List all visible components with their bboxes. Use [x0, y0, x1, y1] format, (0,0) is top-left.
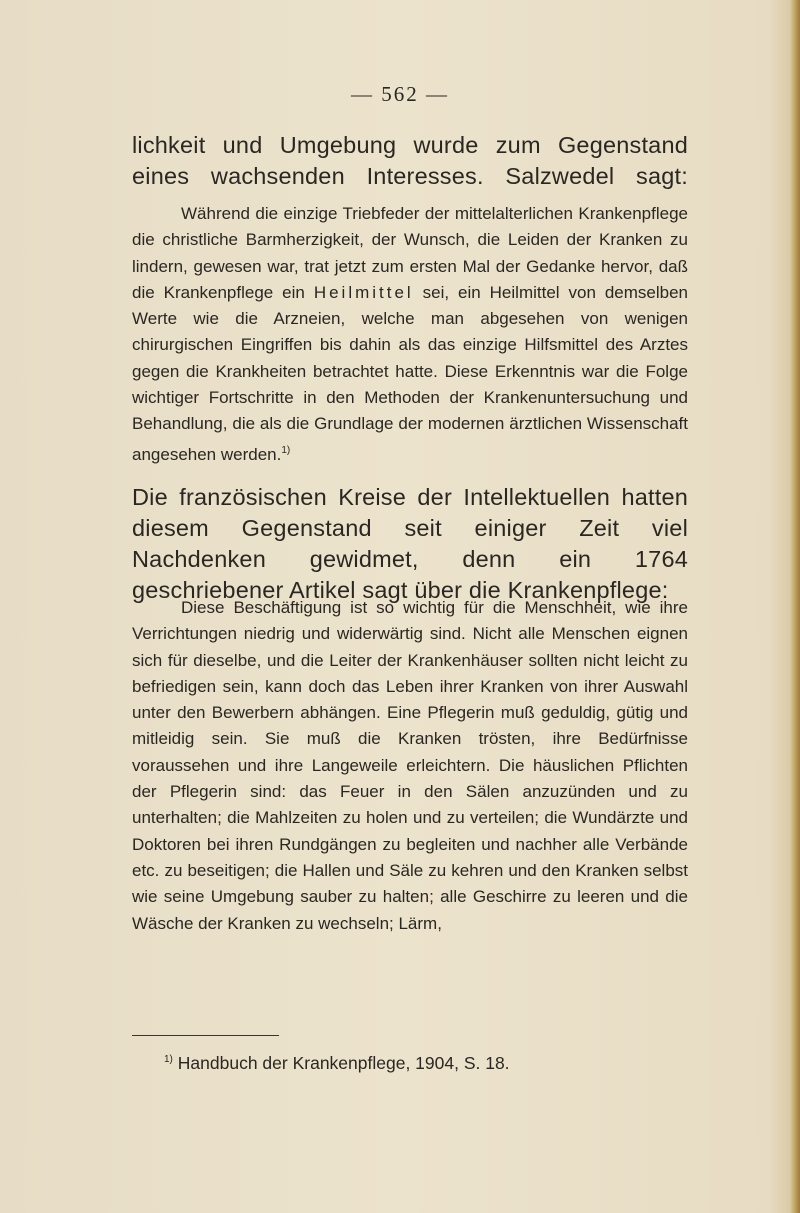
quote-1-text — [132, 201, 688, 468]
intro-paragraph: lichkeit und Umgebung wurde zum Gegenstand eines wachsenden Interesses. Salzwedel sagt: — [132, 132, 688, 189]
page-number: — 562 — — [351, 82, 449, 106]
quote-1-part-b: sei, ein Heilmittel von demselben Werte wie die Arzneien, welche man abgesehen von wenigen chirurgischen Eingriffen bis dahin als das einzige Hilfsmittel des Arztes gegen die Krankheiten betrachtet hatte. Diese Erkenntnis war die Folge wichtiger Fortschritte in den Methoden der Krankenuntersuchung und Behandlung, die als die Grundlage der modernen ärztlichen Wissenschaft angesehen werden. — [132, 282, 688, 464]
footnote-separator — [132, 1035, 279, 1036]
emphasized-word: Heilmittel — [313, 282, 414, 302]
quote-1-part-a: Während die einzige Triebfeder der mittelalterlichen Krankenpflege die christliche Barmherzigkeit, der Wunsch, die Leiden der Kranken zu lindern, gewesen war, trat jetzt zum ersten Mal der Gedanke hervor, daß die Krankenpflege ein — [132, 204, 688, 302]
quote-paragraph-1 — [132, 201, 688, 468]
footnote — [164, 1048, 510, 1075]
footnote-mark: 1) — [164, 1054, 173, 1065]
footnote-text: Handbuch der Krankenpflege, 1904, S. 18. — [177, 1053, 510, 1073]
middle-paragraph: Die französischen Kreise der Intellektuellen hatten diesem Gegenstand seit einiger Zeit viel Nachdenken gewidmet, denn ein 1764 geschriebener Artikel sagt über die Krankenpflege: — [132, 484, 688, 603]
quote-2-text: Diese Beschäftigung ist so wichtig für die Menschheit, wie ihre Verrichtungen niedrig und widerwärtig sind. Nicht alle Menschen eignen sich für dieselbe, und die Leiter der Krankenhäuser sollten nicht leicht zu befriedigen sein, kann doch das Leben ihrer Kranken von ihrer Auswahl unter den Bewerbern abhängen. Eine Pflegerin muß geduldig, gütig und mitleidig sein. Sie muß die Kranken trösten, ihre Bedürfnisse voraussehen und ihre Langeweile erleichtern. Die häuslichen Pflichten der Pflegerin sind: das Feuer in den Sälen anzuzünden und zu unterhalten; die Mahlzeiten zu holen und zu verteilen; die Wundärzte und Doktoren bei ihren Rundgängen zu begleiten und nachher alle Verbände etc. zu beseitigen; die Hallen und Säle zu kehren und den Kranken selbst wie seine Umgebung sauber zu halten; alle Geschirre zu leeren und die Wäsche der Kranken zu wechseln; Lärm, — [132, 598, 688, 933]
quote-paragraph-2 — [132, 595, 688, 937]
page-edge — [790, 0, 800, 1213]
footnote-reference: 1) — [281, 444, 291, 456]
